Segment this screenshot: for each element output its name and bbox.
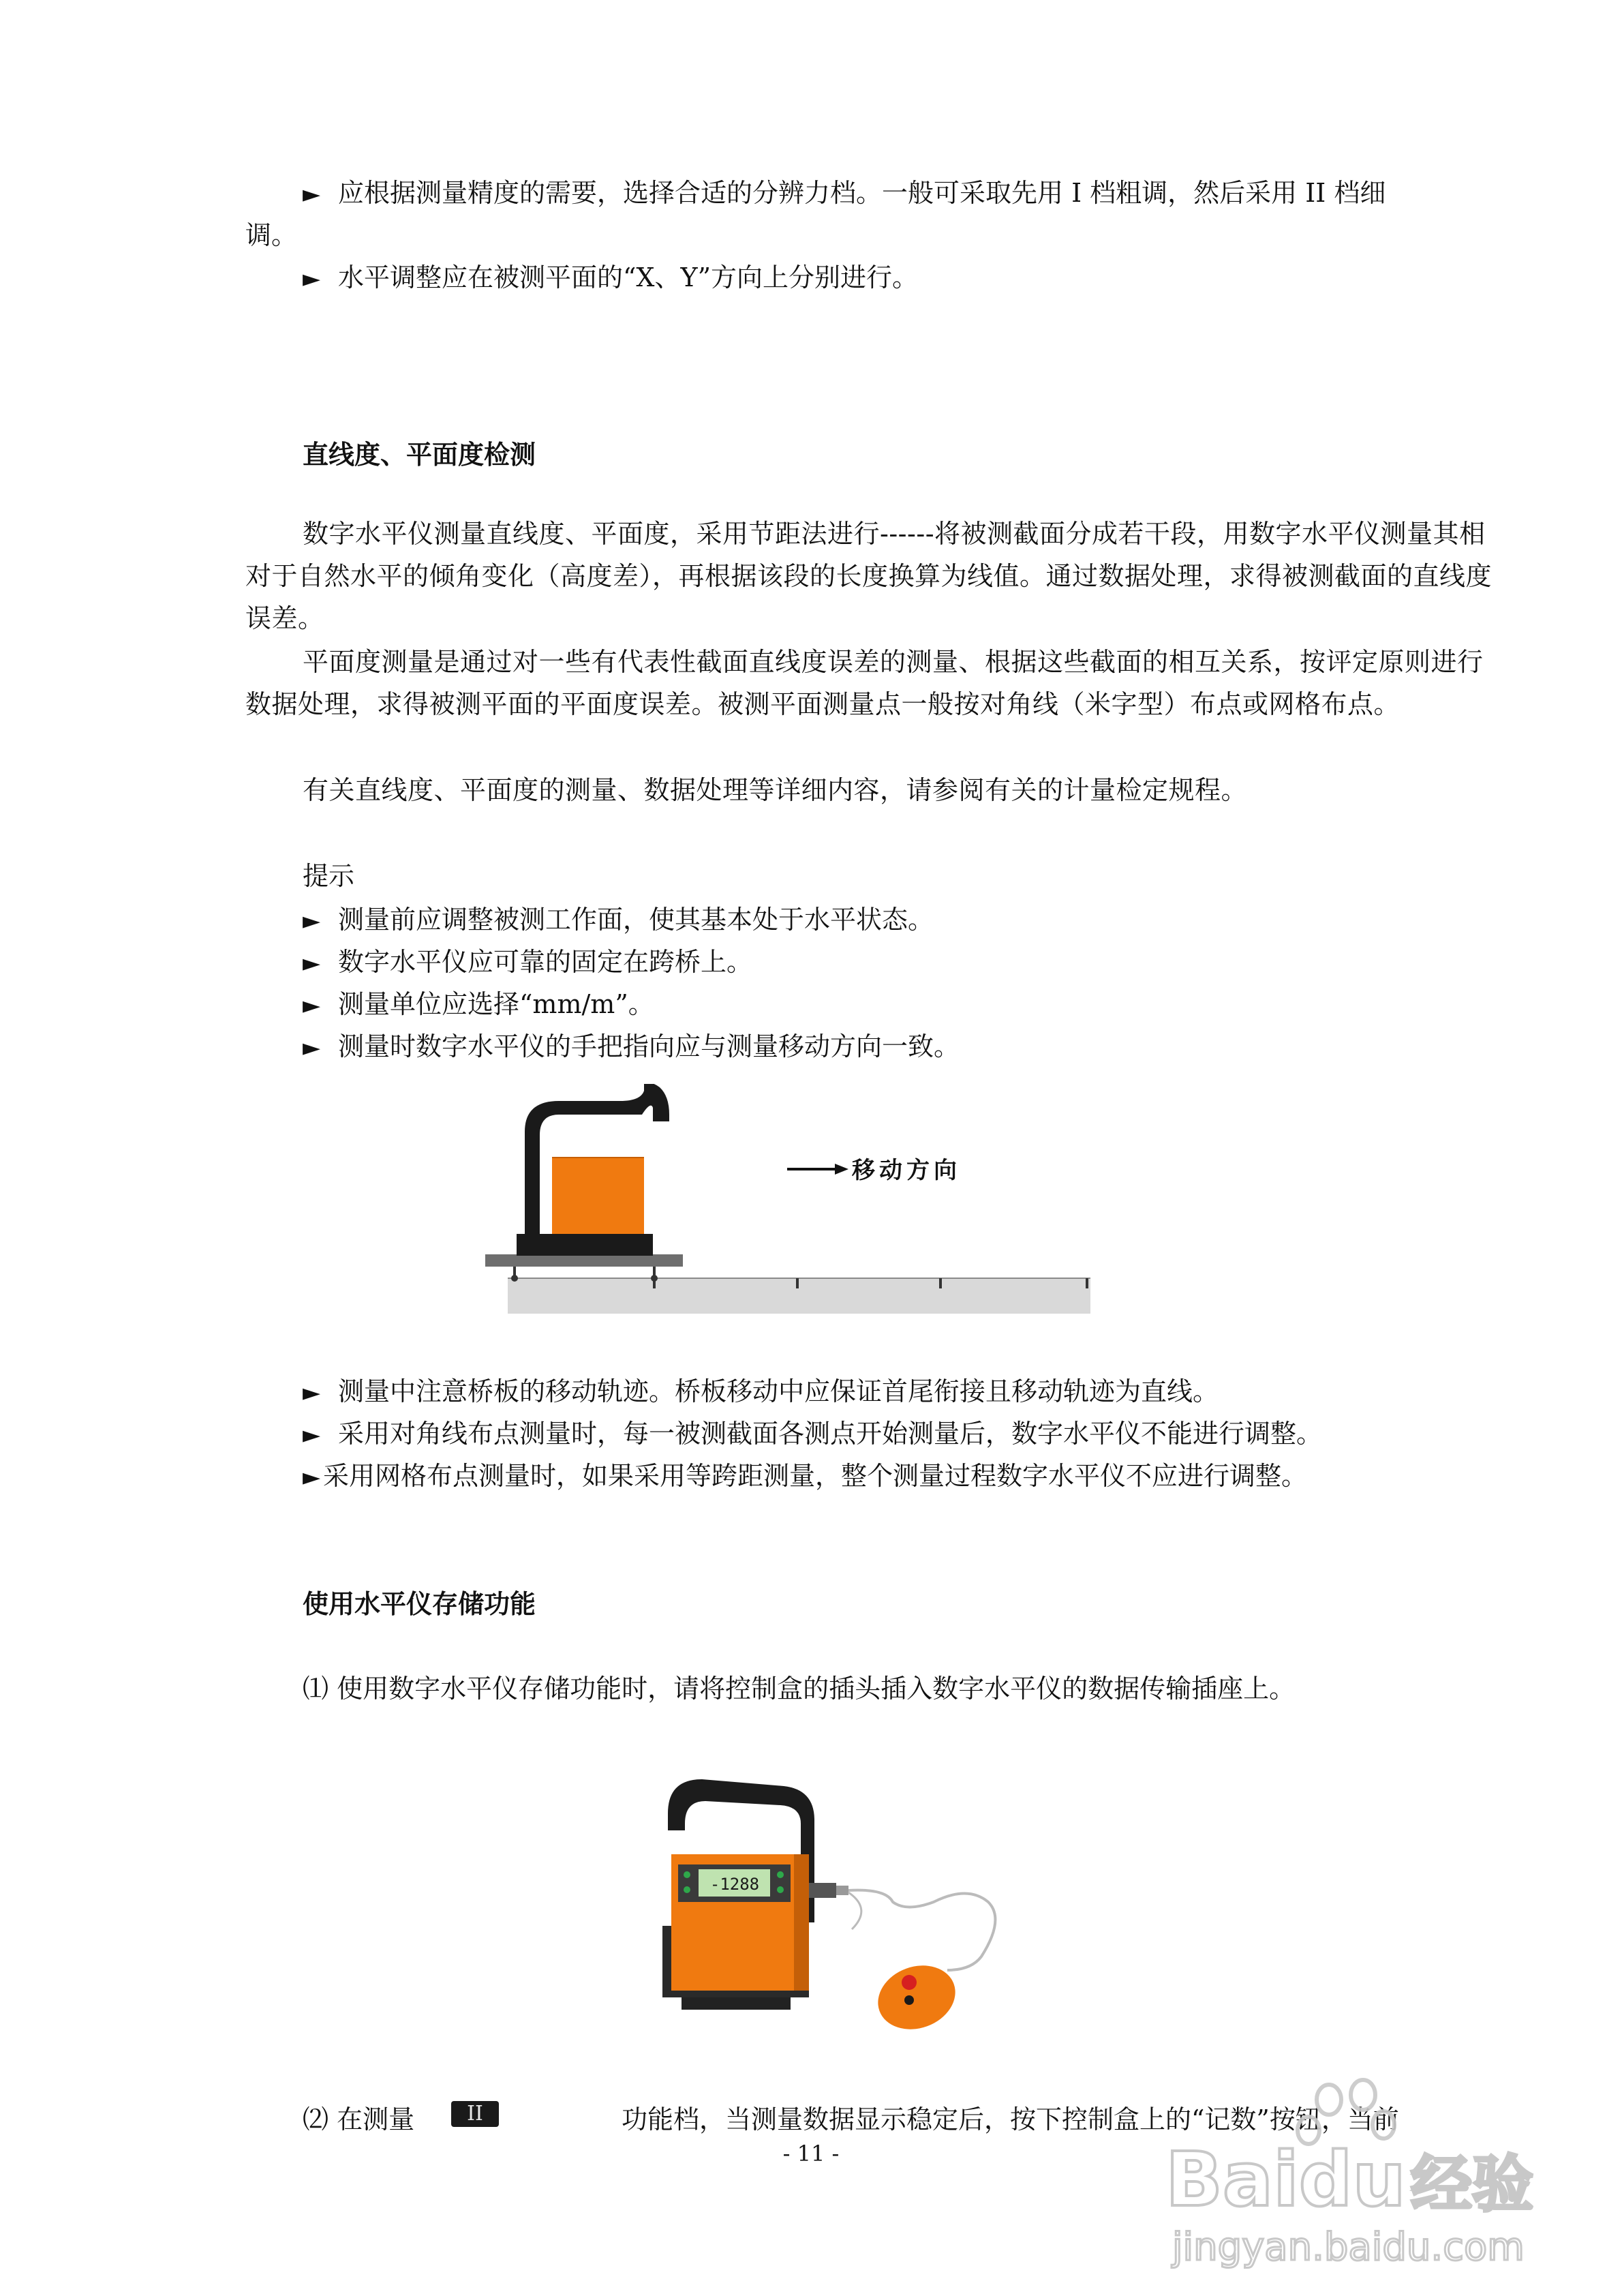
level-control-box-figure — [647, 1766, 1036, 2052]
tip-item: ► 测量前应调整被测工作面，使其基本处于水平状态。 — [303, 898, 934, 942]
bullet-marker-icon: ► — [303, 907, 321, 935]
bullet-marker-icon: ► — [303, 992, 321, 1019]
bridge-plate — [485, 1254, 683, 1267]
bullet-xy-direction: ► 水平调整应在被测平面的“X、Y”方向上分别进行。 — [303, 256, 918, 300]
bullet-track: ► 测量中注意桥板的移动轨迹。桥板移动中应保证首尾衔接且移动轨迹为直线。 — [303, 1370, 1219, 1414]
direction-label: 移动方向 — [852, 1157, 961, 1184]
paragraph-method: 数字水平仪测量直线度、平面度，采用节距法进行------将被测截面分成若干段，用数字水平仪测量其相对于自然水平的倾角变化（高度差），再根据该段的长度换算为线值。通过数据处理，求得被测截面的直线度误差。 — [245, 519, 1493, 633]
watermark-brand: Baidu — [1165, 2136, 1406, 2223]
section-title-straightness: 直线度、平面度检测 — [303, 440, 536, 470]
step-2-text: 功能档，当测量数据显示稳定后，按下控制盒上的“记数”按钮，当前 — [622, 2104, 1399, 2134]
bridge-measurement-figure — [477, 1084, 1104, 1323]
rail — [508, 1278, 1090, 1314]
bullet-marker-icon: ► — [303, 1464, 321, 1491]
record-button — [902, 1975, 917, 1990]
bullet-marker-icon: ► — [303, 181, 321, 208]
tip-item: ► 测量单位应选择“mm/m”。 — [303, 983, 654, 1027]
page-number: - 11 - — [782, 2141, 840, 2166]
paragraph-reference: 有关直线度、平面度的测量、数据处理等详细内容，请参阅有关的计量检定规程。 — [303, 775, 1248, 805]
bullet-resolution: ► 应根据测量精度的需要，选择合适的分辨力档。一般可采取先用 I 档粗调，然后采用 II 档细 — [303, 172, 1386, 215]
watermark-cn: 经验 — [1411, 2149, 1533, 2220]
paragraph-flatness: 平面度测量是通过对一些有代表性截面直线度误差的测量、根据这些截面的相互关系，按评定原则进行数据处理，求得被测平面的平面度误差。被测平面测量点一般按对角线（米字型）布点或网格布点。 — [245, 647, 1484, 719]
bullet-marker-icon: ► — [303, 265, 321, 292]
level-body — [552, 1158, 644, 1234]
tip-item: ► 测量时数字水平仪的手把指向应与测量移动方向一致。 — [303, 1025, 960, 1069]
bullet-diagonal: ► 采用对角线布点测量时，每一被测截面各测点开始测量后，数字水平仪不能进行调整。 — [303, 1413, 1322, 1456]
control-cable — [848, 1890, 995, 1970]
data-connector — [809, 1883, 836, 1898]
bullet-resolution-cont: 调。 — [245, 220, 298, 250]
section-title-storage: 使用水平仪存储功能 — [303, 1589, 536, 1619]
control-box — [869, 1955, 964, 2040]
bullet-marker-icon: ► — [303, 1421, 321, 1449]
bullet-marker-icon: ► — [303, 950, 321, 977]
lcd-value: -1288 — [709, 1875, 760, 1894]
tip-item: ► 数字水平仪应可靠的固定在跨桥上。 — [303, 941, 752, 984]
bullet-marker-icon: ► — [303, 1034, 321, 1061]
bullet-marker-icon: ► — [303, 1379, 321, 1406]
baidu-jingyan-watermark — [1159, 2069, 1581, 2274]
step-2-prefix: ⑵ 在测量 — [303, 2104, 415, 2134]
tip-label: 提示 — [303, 861, 355, 891]
bullet-grid: ► 采用网格布点测量时，如果采用等跨距测量，整个测量过程数字水平仪不应进行调整。 — [303, 1455, 1307, 1498]
function-mode-badge: II — [451, 2101, 499, 2127]
watermark-url: jingyan.baidu.com — [1172, 2225, 1525, 2269]
step-1: ⑴ 使用数字水平仪存储功能时，请将控制盒的插头插入数字水平仪的数据传输插座上。 — [303, 1674, 1296, 1704]
